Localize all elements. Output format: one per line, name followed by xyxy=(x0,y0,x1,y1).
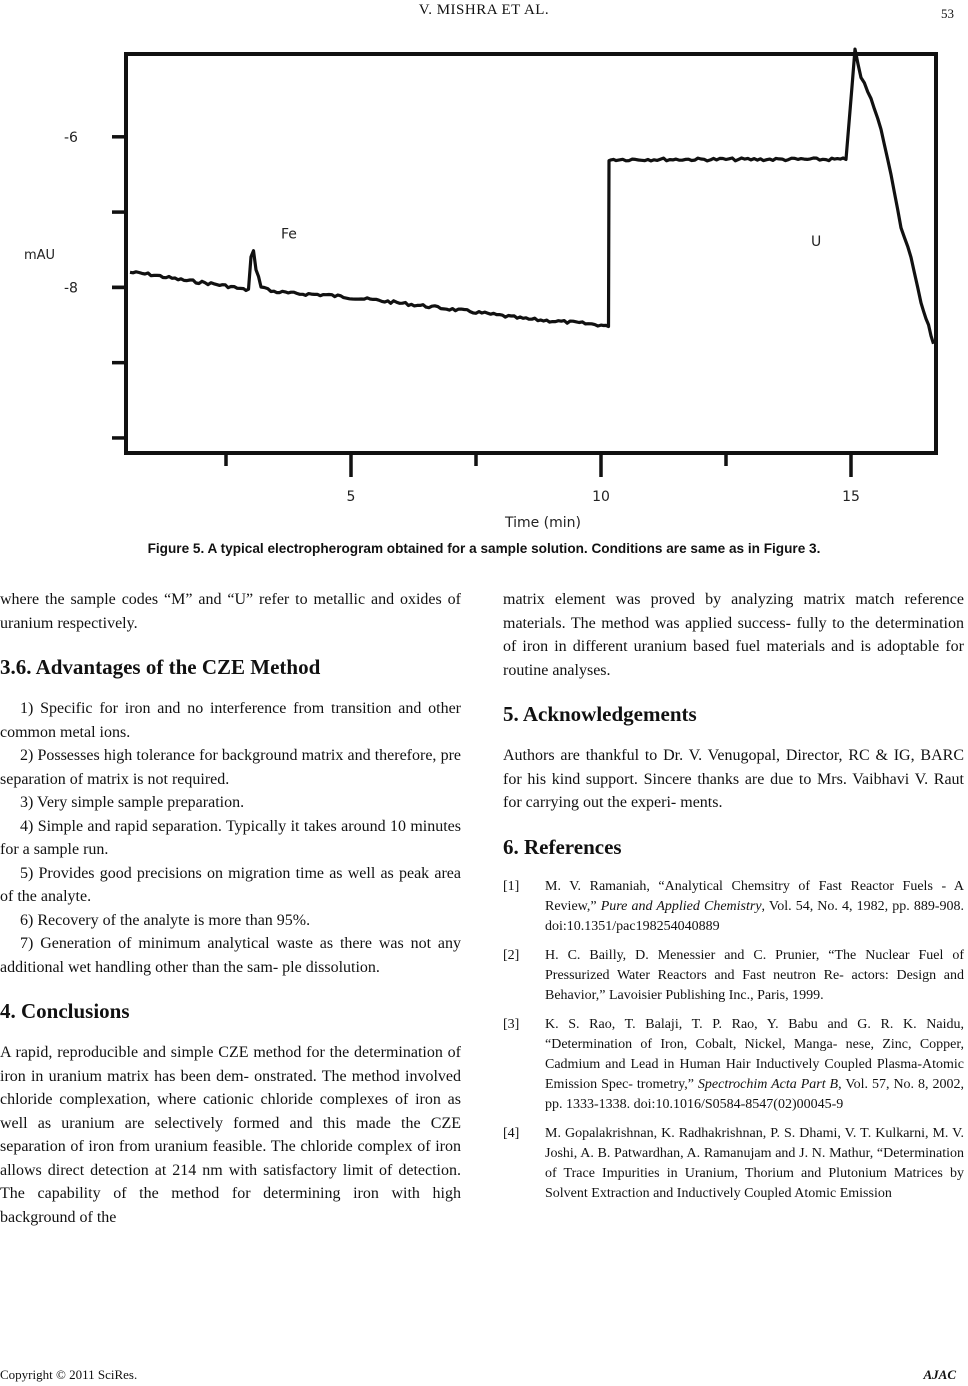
reference-list xyxy=(503,877,964,1204)
y-tick-label: -6 xyxy=(64,129,78,146)
reference-item xyxy=(503,1015,964,1115)
reference-number: [1] xyxy=(503,878,520,894)
advantage-item: 1) Specific for iron and no interference from transition and other common metal ions. xyxy=(0,700,461,741)
reference-text xyxy=(545,1015,964,1115)
reference-body: M. V. Ramaniah, “Analytical Chemsitry of Fast Reactor Fuels - A Review,” xyxy=(545,878,964,914)
copyright-notice: Copyright © 2011 SciRes. xyxy=(0,1367,138,1382)
y-axis-label: mAU xyxy=(24,248,56,263)
right-column xyxy=(503,588,964,1213)
reference-body: M. Gopalakrishnan, K. Radhakrishnan, P. S. Dhami, V. T. Kulkarni, M. V. Joshi, A. B. Patwardhan, A. Ramanujam and J. N. Mathur, “Determination of Trace Impurities in Uranium, Thorium and Plutonium Matrices by Solvent Extraction and Inductively Coupled Atomic Emission xyxy=(545,1125,964,1201)
advantage-item: 4) Simple and rapid separation. Typically it takes around 10 minutes for a sample run. xyxy=(0,817,461,858)
advantage-item: 5) Provides good precisions on migration time as well as peak area of the analyte. xyxy=(0,864,461,905)
reference-text xyxy=(545,1124,964,1204)
journal-abbreviation: AJAC xyxy=(923,1367,956,1382)
peak-annotation: U xyxy=(811,233,822,250)
section-heading-conclusions: 4. Conclusions xyxy=(0,999,130,1023)
reference-journal: Pure and Applied Chemistry xyxy=(600,898,762,914)
reference-text xyxy=(545,877,964,937)
section-heading-acknowledgements: 5. Acknowledgements xyxy=(503,702,697,726)
reference-body: H. C. Bailly, D. Menessier and C. Prunier, “The Nuclear Fuel of Pressurized Water Reactors and Fast neutron Re- actors: Design and Behavior,” Lavoisier Publishing Inc., Paris, 1999. xyxy=(545,947,964,1003)
acknowledgements-paragraph: Authors are thankful to Dr. V. Venugopal, Director, RC & IG, BARC for his kind support. Sincere thanks are due to Mrs. Vaibhavi V. Raut for carrying out the experi- ments. xyxy=(503,747,964,811)
advantage-item: 7) Generation of minimum analytical waste as there was not any additional wet handling other than the sam- ple dissolution. xyxy=(0,935,461,976)
intro-paragraph: where the sample codes “M” and “U” refer to metallic and oxides of uranium respectively. xyxy=(0,591,461,632)
figure-caption: Figure 5. A typical electropherogram obtained for a sample solution. Conditions are same as in Figure 3. xyxy=(147,541,821,556)
x-axis-label: Time (min) xyxy=(504,515,582,531)
page-number: 53 xyxy=(941,6,954,21)
running-head: V. MISHRA ET AL. xyxy=(418,2,550,18)
advantage-item: 3) Very simple sample preparation. xyxy=(20,794,245,811)
reference-item xyxy=(503,1124,964,1204)
reference-number: [2] xyxy=(503,947,520,963)
advantages-list xyxy=(0,697,461,979)
advantage-item: 6) Recovery of the analyte is more than 95%. xyxy=(20,911,311,929)
electropherogram-figure xyxy=(0,40,968,535)
plot-frame xyxy=(126,54,936,453)
x-tick-label: 15 xyxy=(842,489,860,505)
conclusions-paragraph: A rapid, reproducible and simple CZE method for the determination of iron in uranium matrix has been dem- onstrated. The method involved chloride complexation, where cationic chloride complexes of iron as well as uranium are selectively formed and this made the CZE separation of iron from uranium feasible. The chloride complex of iron allows direct detection at 214 nm with satisfactory limit of detection. The capability of the method for determining iron with high background of the xyxy=(0,1044,461,1226)
reference-item xyxy=(503,877,964,937)
x-tick-label: 10 xyxy=(592,489,610,505)
reference-details: , Vol. 57, No. 8, 2002, pp. 1333-1338. doi:10.1016/S0584-8547(02)00045-9 xyxy=(545,1076,964,1112)
reference-journal: Spectrochim Acta Part B xyxy=(697,1076,839,1092)
conclusions-continued: matrix element was proved by analyzing matrix match reference materials. The method was applied success- fully to the determination of iron in different uranium based fuel materials and is adoptable for routine analyses. xyxy=(503,591,964,679)
reference-text xyxy=(545,946,964,1006)
reference-item xyxy=(503,946,964,1006)
peak-annotation: Fe xyxy=(281,226,297,243)
reference-details: , Vol. 54, No. 4, 1982, pp. 889-908. doi:10.1351/pac198254040889 xyxy=(545,898,964,934)
left-column xyxy=(0,588,461,1229)
section-heading-advantages: 3.6. Advantages of the CZE Method xyxy=(0,655,321,679)
x-tick-label: 5 xyxy=(346,489,356,505)
reference-body: K. S. Rao, T. Balaji, T. P. Rao, Y. Babu and G. R. K. Naidu, “Determination of Iron, Cobalt, Nickel, Manga- nese, Zinc, Copper, Cadmium and Lead in Human Hair Inductively Coupled Plasma-Atomic Emission Spec- trometry,” xyxy=(545,1016,964,1092)
advantage-item: 2) Possesses high tolerance for background matrix and therefore, pre separation of matrix is not required. xyxy=(0,747,461,788)
data-series-line xyxy=(130,49,934,344)
reference-number: [4] xyxy=(503,1125,520,1141)
reference-number: [3] xyxy=(503,1016,520,1032)
section-heading-references: 6. References xyxy=(503,834,622,859)
y-tick-label: -8 xyxy=(64,280,78,297)
